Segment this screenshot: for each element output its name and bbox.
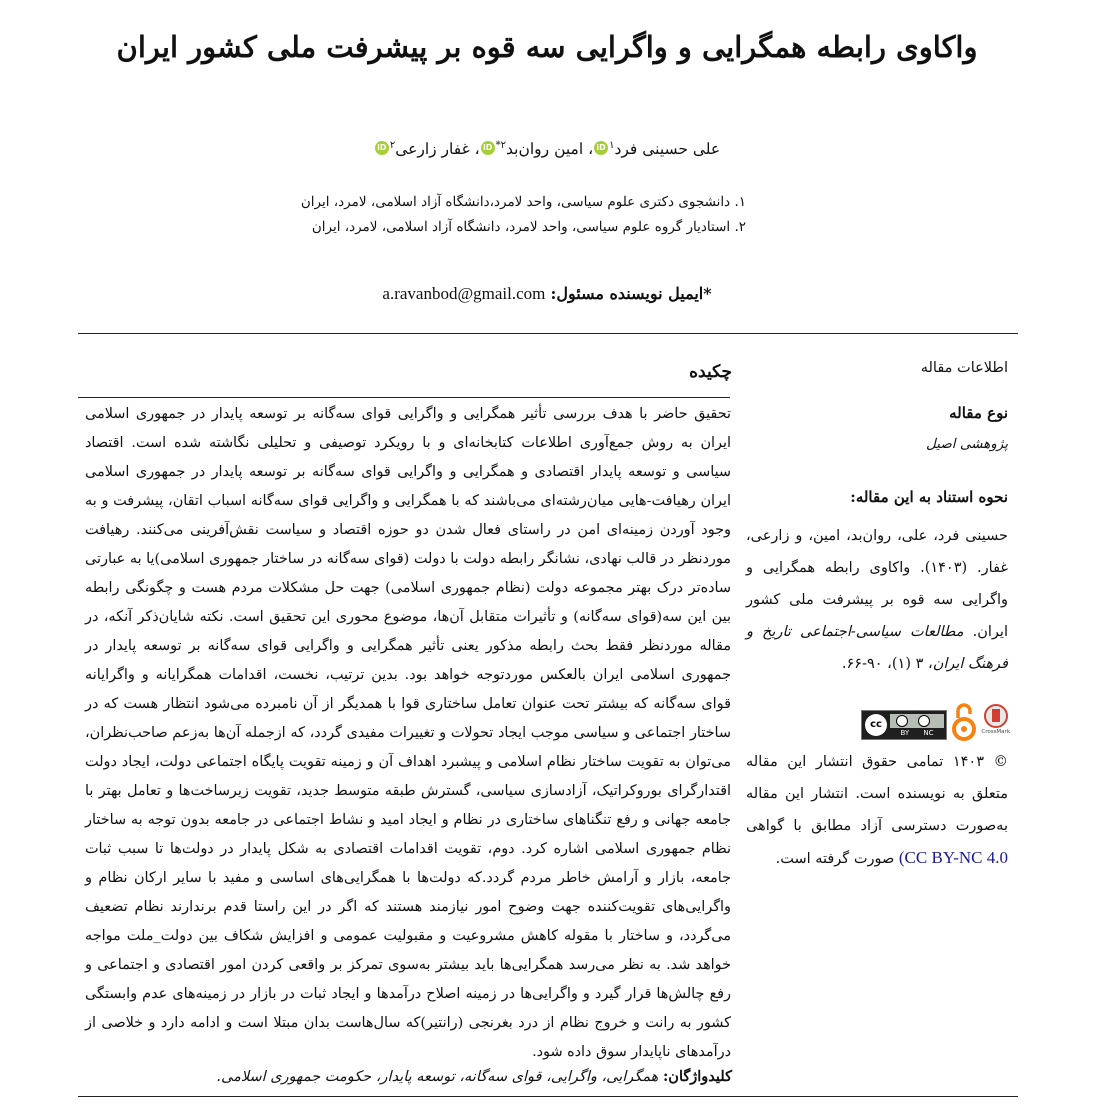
orcid-icon[interactable]: iD bbox=[375, 141, 389, 155]
author-line bbox=[0, 140, 1094, 158]
affiliation-mark: ۱ bbox=[609, 140, 615, 151]
top-divider bbox=[78, 333, 1018, 334]
article-title: واکاوی رابطه همگرایی و واگرایی سه قوه بر پیشرفت ملی کشور ایران bbox=[116, 30, 978, 64]
author-name: غفار زارعی bbox=[395, 140, 470, 159]
citation-label: نحوه استناد به این مقاله: bbox=[850, 488, 1008, 506]
abstract-divider bbox=[78, 397, 730, 398]
citation-tail: ، ۳ (۱)، ۹۰-۶۶. bbox=[841, 656, 933, 672]
orcid-icon[interactable]: iD bbox=[481, 141, 495, 155]
corresponding-label: *ایمیل نویسنده مسئول: bbox=[550, 284, 712, 303]
article-type-value: پژوهشی اصیل bbox=[926, 436, 1008, 452]
citation-plain: حسینی فرد، علی، روان‌بد، امین، و زارعی، غفار. (۱۴۰۳). واکاوی رابطه همگرایی و واگرایی سه قوه بر پیشرفت ملی کشور ایران. bbox=[746, 528, 1008, 640]
affiliation-2: ۲. استادیار گروه علوم سیاسی، واحد لامرد، دانشگاه آزاد اسلامی، لامرد، ایران bbox=[311, 219, 746, 235]
affiliations bbox=[301, 190, 746, 240]
article-type-label: نوع مقاله bbox=[949, 404, 1008, 422]
affiliation-1: ۱. دانشجوی دکتری علوم سیاسی، واحد لامرد،دانشگاه آزاد اسلامی، لامرد، ایران bbox=[300, 194, 746, 210]
open-access-icon[interactable] bbox=[951, 702, 977, 742]
keywords-list: همگرایی، واگرایی، قوای سه‌گانه، توسعه پایدار، حکومت جمهوری اسلامی. bbox=[216, 1069, 659, 1085]
cc-by-nc-badge[interactable] bbox=[861, 710, 947, 740]
bottom-divider bbox=[78, 1096, 1018, 1097]
article-info-heading: اطلاعات مقاله bbox=[920, 360, 1008, 376]
author-name: علی حسینی فرد bbox=[614, 140, 721, 159]
affiliation-mark: ۲ bbox=[389, 140, 396, 151]
author-separator: ، bbox=[583, 140, 594, 159]
orcid-icon[interactable]: iD bbox=[594, 141, 608, 155]
citation-text bbox=[746, 520, 1008, 680]
crossmark-icon[interactable] bbox=[982, 704, 1010, 742]
author-name: امین روان‌بد bbox=[506, 140, 584, 159]
corresponding-author bbox=[0, 284, 1094, 304]
cc-icon: cc bbox=[865, 714, 887, 736]
keywords bbox=[216, 1068, 732, 1085]
abstract-heading: چکیده bbox=[689, 362, 732, 382]
citation-journal: مطالعات سیاسی-اجتماعی تاریخ و فرهنگ ایران bbox=[746, 624, 1008, 672]
abstract-body: تحقیق حاضر با هدف بررسی تأثیر همگرایی و واگرایی قوای سه‌گانه بر توسعه پایدار در جمهوری اسلامی ایران به روش جمع‌آوری اطلاعات کتابخانه‌ای و با رویکرد توصیفی و تحلیلی نگاشته شده است. اقتصاد سیاسی و توسعه پایدار اقتصادی و همگرایی و واگرایی قوای سه‌گانه بر توسعه پایدار در جمهوری اسلامی ایران رهیافت-هایی میان‌رشته‌ای می‌باشند که با همگرایی و واگرایی قوای سه‌گانه اسباب اتقان، پیشرفت و به وجود آوردن زمینه‌ای امن در راستای فعال شدن دو حوزه اقتصاد و سیاست نقش‌آفرینی می‌کنند. رهیافت موردنظر در قالب نهادی، نشانگر رابطه دولت با دولت (قوای سه‌گانه در ساختار جمهوری اسلامی)یا به عبارتی ساده‌تر درک بهتر مجموعه دولت (نظام جمهوری اسلامی) جهت حل مشکلات مردم هست و چگونگی رابطه بین این سه(قوای سه‌گانه) و تأثیرات متقابل آن‌ها، موضوع محوری این تحقیق است. نکته شایان‌ذکر آنکه، در مقاله موردنظر فقط بحث رابطه مذکور یعنی تأثیر همگرایی و واگرایی قوای سه‌گانه بر توسعه پایدار در جمهوری اسلامی ایران بالعکس موردتوجه خواهد بود. بدین ترتیب، نخست، اقدامات همگرایانه و واگرایانه قوای سه‌گانه که بیشتر تحت عنوان تعامل ساختاری قوا با همدیگر از آن نامبرده می‌شود انتظار هست که در ساختار اجتماعی و سیاسی موجب ایجاد تحولات و تغییرات مفیدی گردد، که ازجمله آن‌ها به‌زعم صاحب‌نظران، می‌توان به تقویت ساختار نظام اسلامی و پیشبرد اهداف آن و زمینه تقویت پایگاه اجتماعی دولت، ایجاد دولت اقتدارگرای بوروکراتیک، آزادسازی سیاسی، گسترش طبقه متوسط جدید، تقویت زیرساخت‌ها و تعامل بهتر با جامعه جهانی و رفع تنگناهای ساختاری در نظام و ایجاد امید و نشاط اجتماعی در جامعه بدون توجه به ساختار نظام جمهوری اسلامی اشاره کرد. دوم، تقویت اقدامات اقتصادی به شکل پایدار در دولت‌ها تا سبب ثبات جامعه، بازار و آرامش خاطر مردم گردد.که دولت‌ها با همگرایی‌های اساسی و مفید با سایر ارکان نظام و واگرایی‌های تقویت‌کننده جهت وضوح امور نیازمند هستند که اگر در این راستا قدم برندارند نظام تضعیف می‌گردد، و ساختار با مقوله کاهش مشروعیت و مقبولیت عمومی و افزایش شکاف بین دولت_ملت مواجه خواهد شد. به نظر می‌رسد همگرایی‌ها باید بیشتر به‌سوی تمرکز بر واقعی کردن امور اقتصادی و اجتماعی و رفع چالش‌ها قرار گیرد و واگرایی‌ها در زمینه اصلاح درآمدها و ایجاد ثبات در بازار در زمینه‌های عدم وابستگی کشور به رانت و خروج نظام از درد بغرنجی (رانتیر)که سال‌هاست بدان مبتلا است و ادامه دارد و خلاصی از درآمدهای ناپایدار سوق داده شود. bbox=[85, 406, 731, 1060]
copyright-tail: صورت گرفته است. bbox=[775, 851, 895, 867]
crossmark-label: CrossMark bbox=[981, 729, 1010, 735]
keywords-label: کلیدواژگان: bbox=[662, 1068, 732, 1085]
copyright-notice bbox=[746, 746, 1008, 875]
license-tags: BY NC bbox=[900, 729, 934, 737]
author-separator: ، bbox=[469, 140, 480, 159]
corresponding-email[interactable]: a.ravanbod@gmail.com bbox=[382, 284, 546, 303]
license-badges bbox=[746, 702, 1008, 744]
license-strip bbox=[890, 714, 944, 728]
copyright-text: © ۱۴۰۳ تمامی حقوق انتشار این مقاله متعلق به نویسنده است. انتشار این مقاله به‌صورت دسترسی آزاد مطابق با گواهی bbox=[746, 754, 1008, 834]
affiliation-mark: ۲* bbox=[495, 140, 507, 151]
article-info-column bbox=[746, 360, 1010, 867]
license-link[interactable]: (CC BY-NC 4.0 bbox=[898, 848, 1008, 867]
